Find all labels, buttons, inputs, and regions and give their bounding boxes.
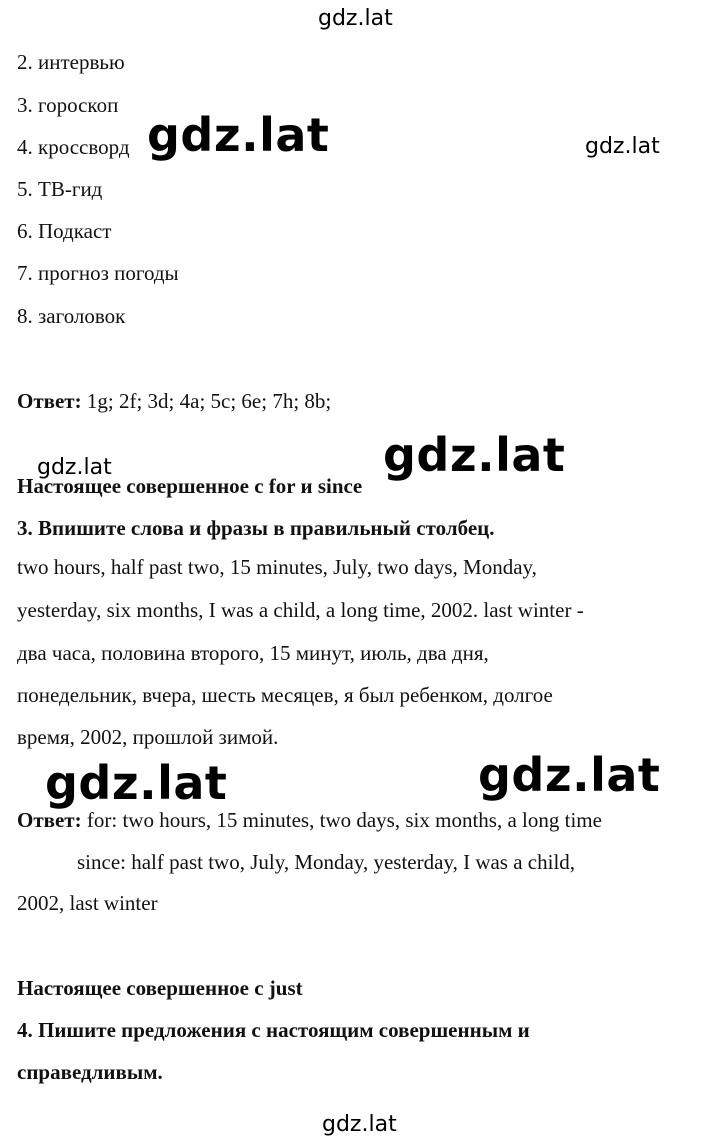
answer-text: since: half past two, July, Monday, yesterday, I was a child, (77, 850, 576, 874)
watermark-bottom: gdz.lat (322, 1112, 397, 1137)
task-line: понедельник, вчера, шесть месяцев, я был ребенком, долгое (17, 683, 553, 707)
watermark-large: gdz.lat (45, 756, 228, 810)
list-item: 6. Подкаст (17, 219, 112, 243)
watermark-left: gdz.lat (37, 455, 112, 480)
section-heading: Настоящее совершенное с for и since (17, 474, 363, 498)
list-item: 4. кроссворд (17, 135, 130, 159)
task-line: yesterday, six months, I was a child, a long time, 2002. last winter - (17, 598, 584, 622)
task-line: время, 2002, прошлой зимой. (17, 725, 279, 749)
task-line: два часа, половина второго, 15 минут, июль, два дня, (17, 641, 489, 665)
watermark-right: gdz.lat (585, 134, 660, 159)
list-item: 3. гороскоп (17, 93, 119, 117)
answer-label: Ответ: (17, 808, 82, 832)
task-title: 4. Пишите предложения с настоящим совершенным и (17, 1018, 530, 1042)
list-item: 8. заголовок (17, 304, 126, 328)
watermark-large: gdz.lat (383, 428, 566, 482)
answer-1 (17, 389, 331, 414)
answer-2 (17, 808, 602, 833)
watermark-large: gdz.lat (147, 108, 330, 162)
task-title: справедливым. (17, 1060, 163, 1084)
list-item: 5. ТВ-гид (17, 177, 103, 201)
watermark-large: gdz.lat (478, 748, 661, 802)
answer-text: for: two hours, 15 minutes, two days, six months, a long time (81, 808, 602, 832)
task-title: 3. Впишите слова и фразы в правильный столбец. (17, 516, 495, 540)
answer-text: 1g; 2f; 3d; 4a; 5c; 6e; 7h; 8b; (81, 389, 332, 413)
answer-text: 2002, last winter (17, 891, 158, 915)
watermark-top: gdz.lat (318, 6, 393, 31)
list-item: 7. прогноз погоды (17, 261, 179, 285)
task-line: two hours, half past two, 15 minutes, July, two days, Monday, (17, 555, 537, 579)
section-heading: Настоящее совершенное с just (17, 976, 303, 1000)
answer-label: Ответ: (17, 389, 82, 413)
list-item: 2. интервью (17, 50, 125, 74)
